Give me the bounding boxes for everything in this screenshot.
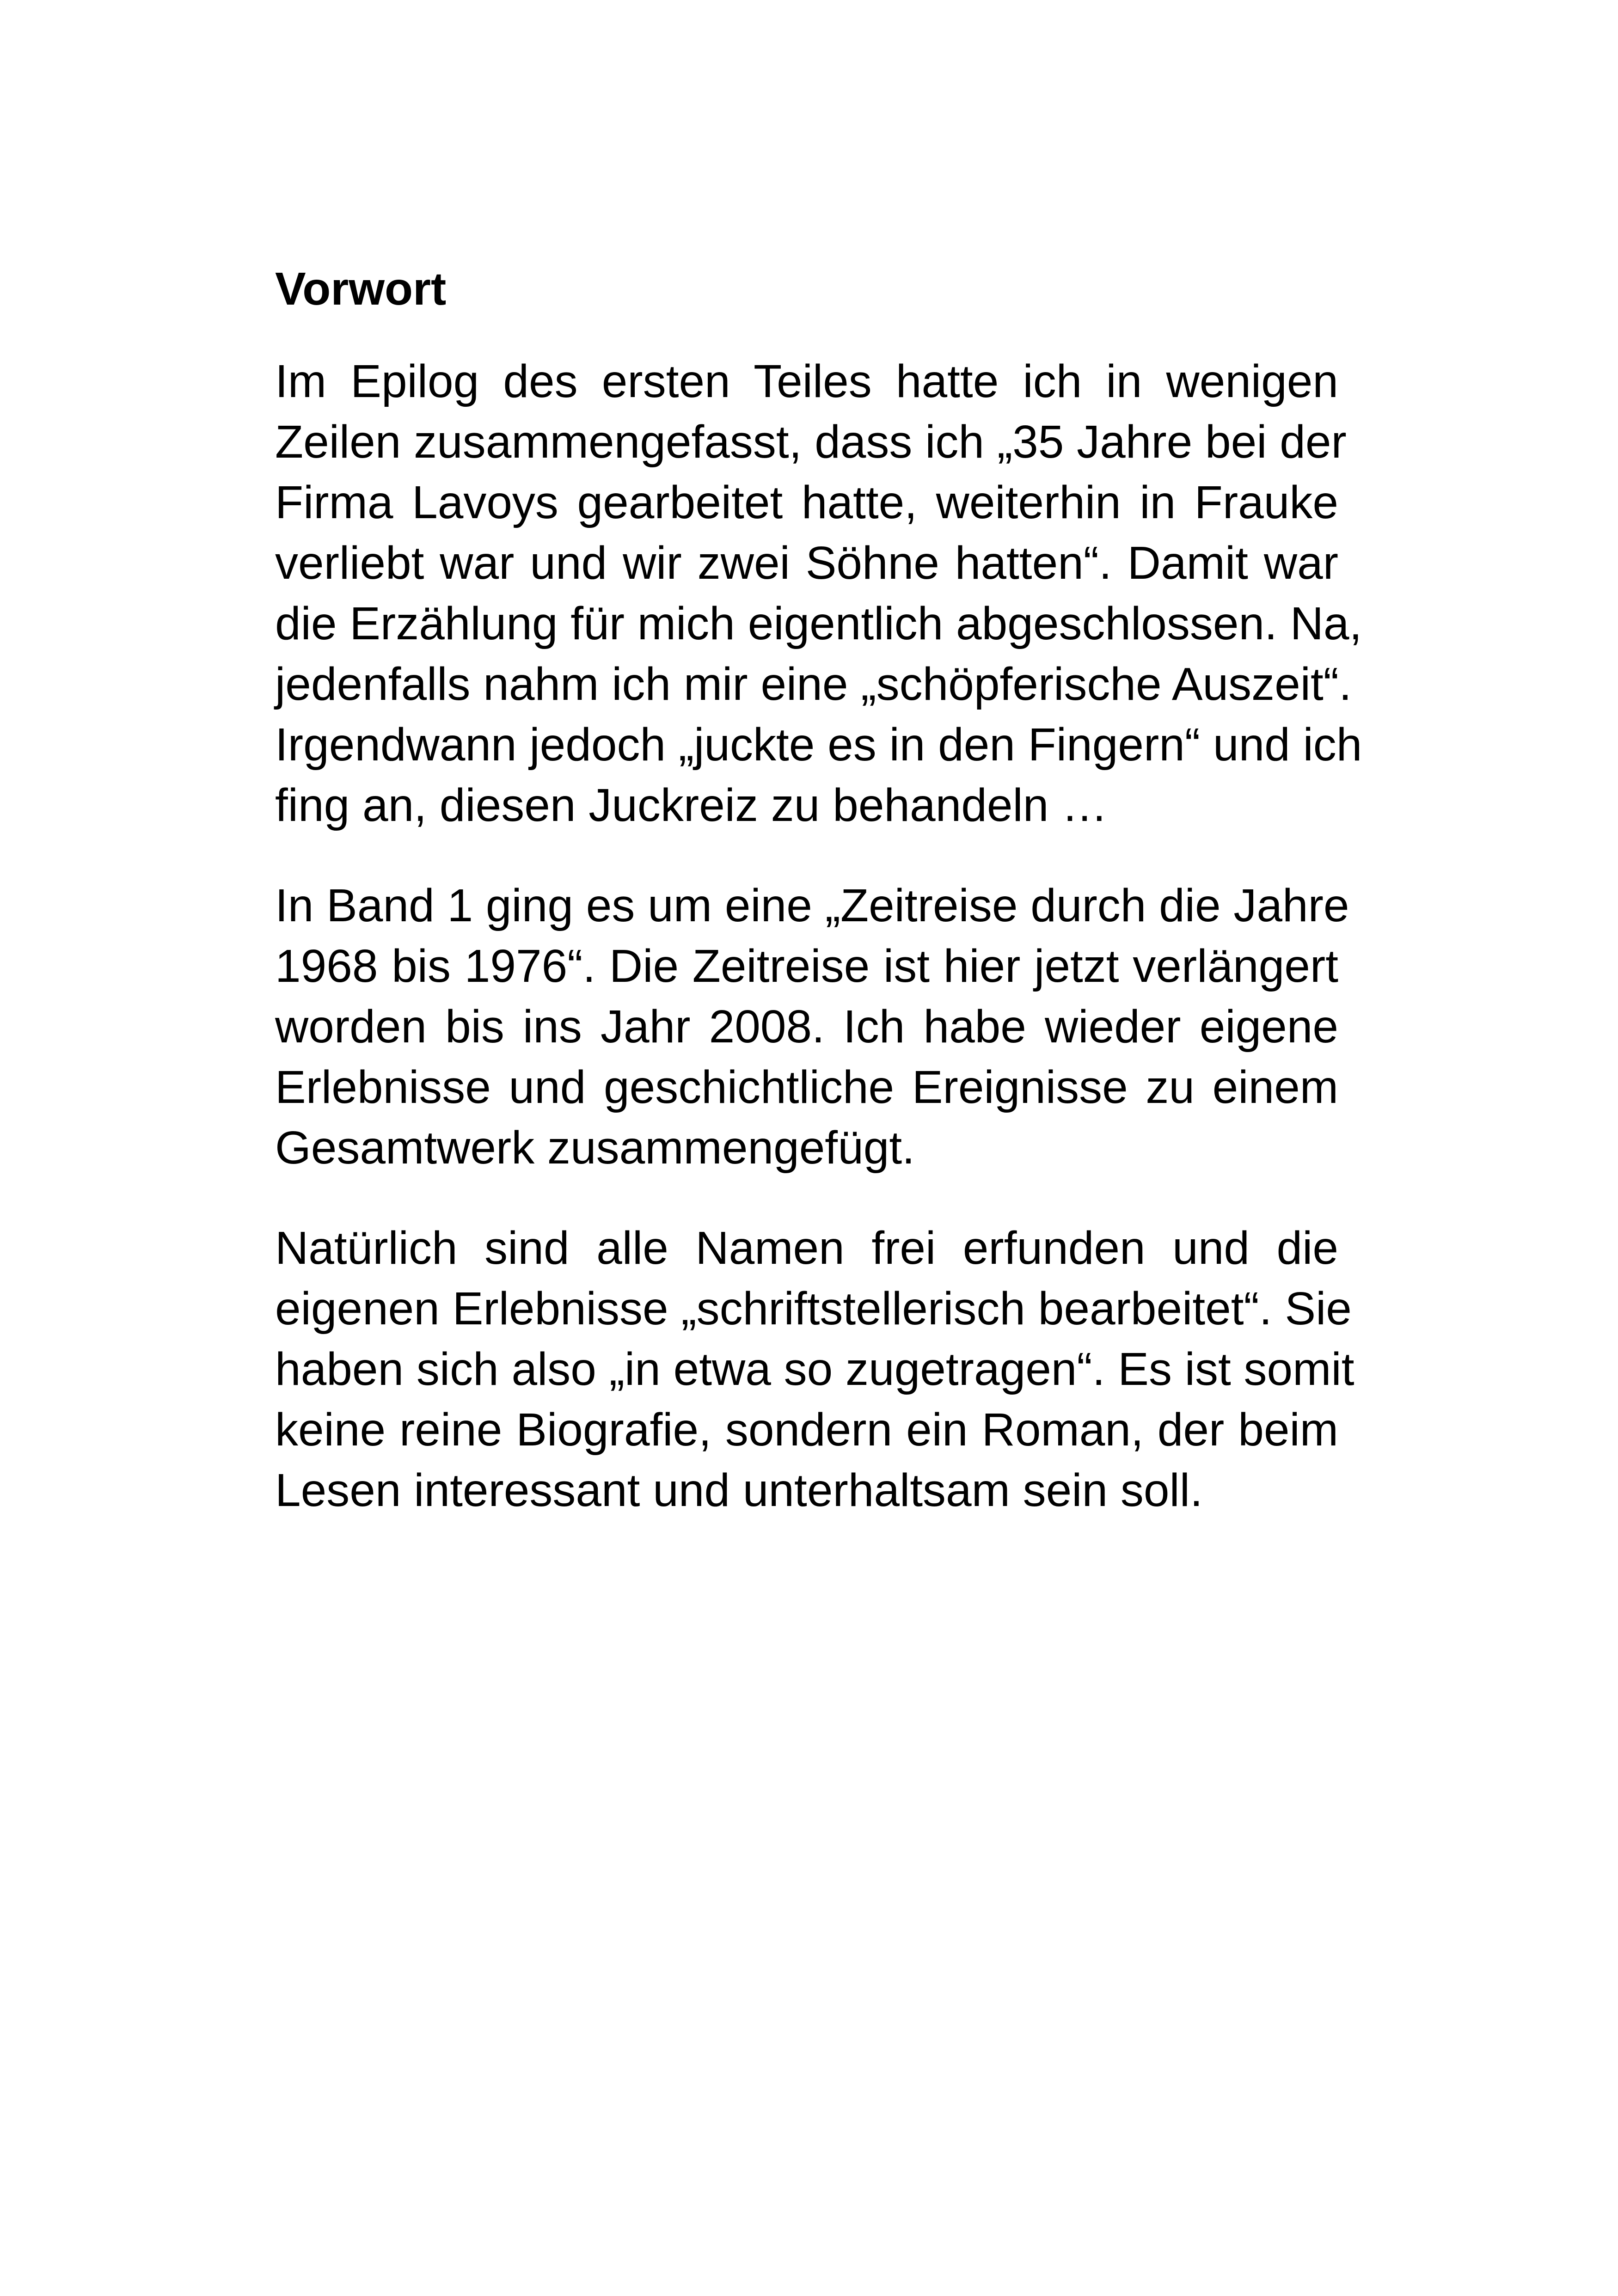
text-line: keine reine Biografie, sondern ein Roman, der beim	[275, 1404, 1338, 1456]
text-line: eigenen Erlebnisse „schriftstellerisch bearbeitet“. Sie	[275, 1283, 1352, 1335]
text-line: In Band 1 ging es um eine „Zeitreise durch die Jahre	[275, 880, 1349, 931]
text-line: Erlebnisse und geschichtliche Ereignisse zu einem	[275, 1061, 1338, 1113]
text-line: Im Epilog des ersten Teiles hatte ich in wenigen	[275, 355, 1338, 407]
text-line: Natürlich sind alle Namen frei erfunden und die	[275, 1222, 1338, 1274]
paragraph-band-1	[275, 876, 1349, 1178]
paragraph-epilog	[275, 351, 1362, 836]
text-line: haben sich also „in etwa so zugetragen“. Es ist somit	[275, 1343, 1354, 1395]
text-line: verliebt war und wir zwei Söhne hatten“. Damit war	[275, 537, 1338, 589]
text-line: fing an, diesen Juckreiz zu behandeln …	[275, 779, 1108, 831]
page-content	[275, 259, 1362, 1561]
text-line: die Erzählung für mich eigentlich abgeschlossen. Na,	[275, 598, 1362, 649]
text-line: Irgendwann jedoch „juckte es in den Fingern“ und ich	[275, 719, 1362, 771]
text-line: Lesen interessant und unterhaltsam sein soll.	[275, 1464, 1203, 1516]
paragraph-names	[275, 1218, 1354, 1521]
text-line: worden bis ins Jahr 2008. Ich habe wieder eigene	[275, 1001, 1338, 1053]
text-line: Firma Lavoys gearbeitet hatte, weiterhin in Frauke	[275, 477, 1338, 528]
text-line: Zeilen zusammengefasst, dass ich „35 Jahre bei der	[275, 416, 1347, 468]
page-heading: Vorwort	[275, 263, 447, 315]
text-line: jedenfalls nahm ich mir eine „schöpferische Auszeit“.	[275, 658, 1352, 710]
text-line: 1968 bis 1976“. Die Zeitreise ist hier jetzt verlängert	[275, 940, 1338, 992]
text-line: Gesamtwerk zusammengefügt.	[275, 1122, 915, 1174]
